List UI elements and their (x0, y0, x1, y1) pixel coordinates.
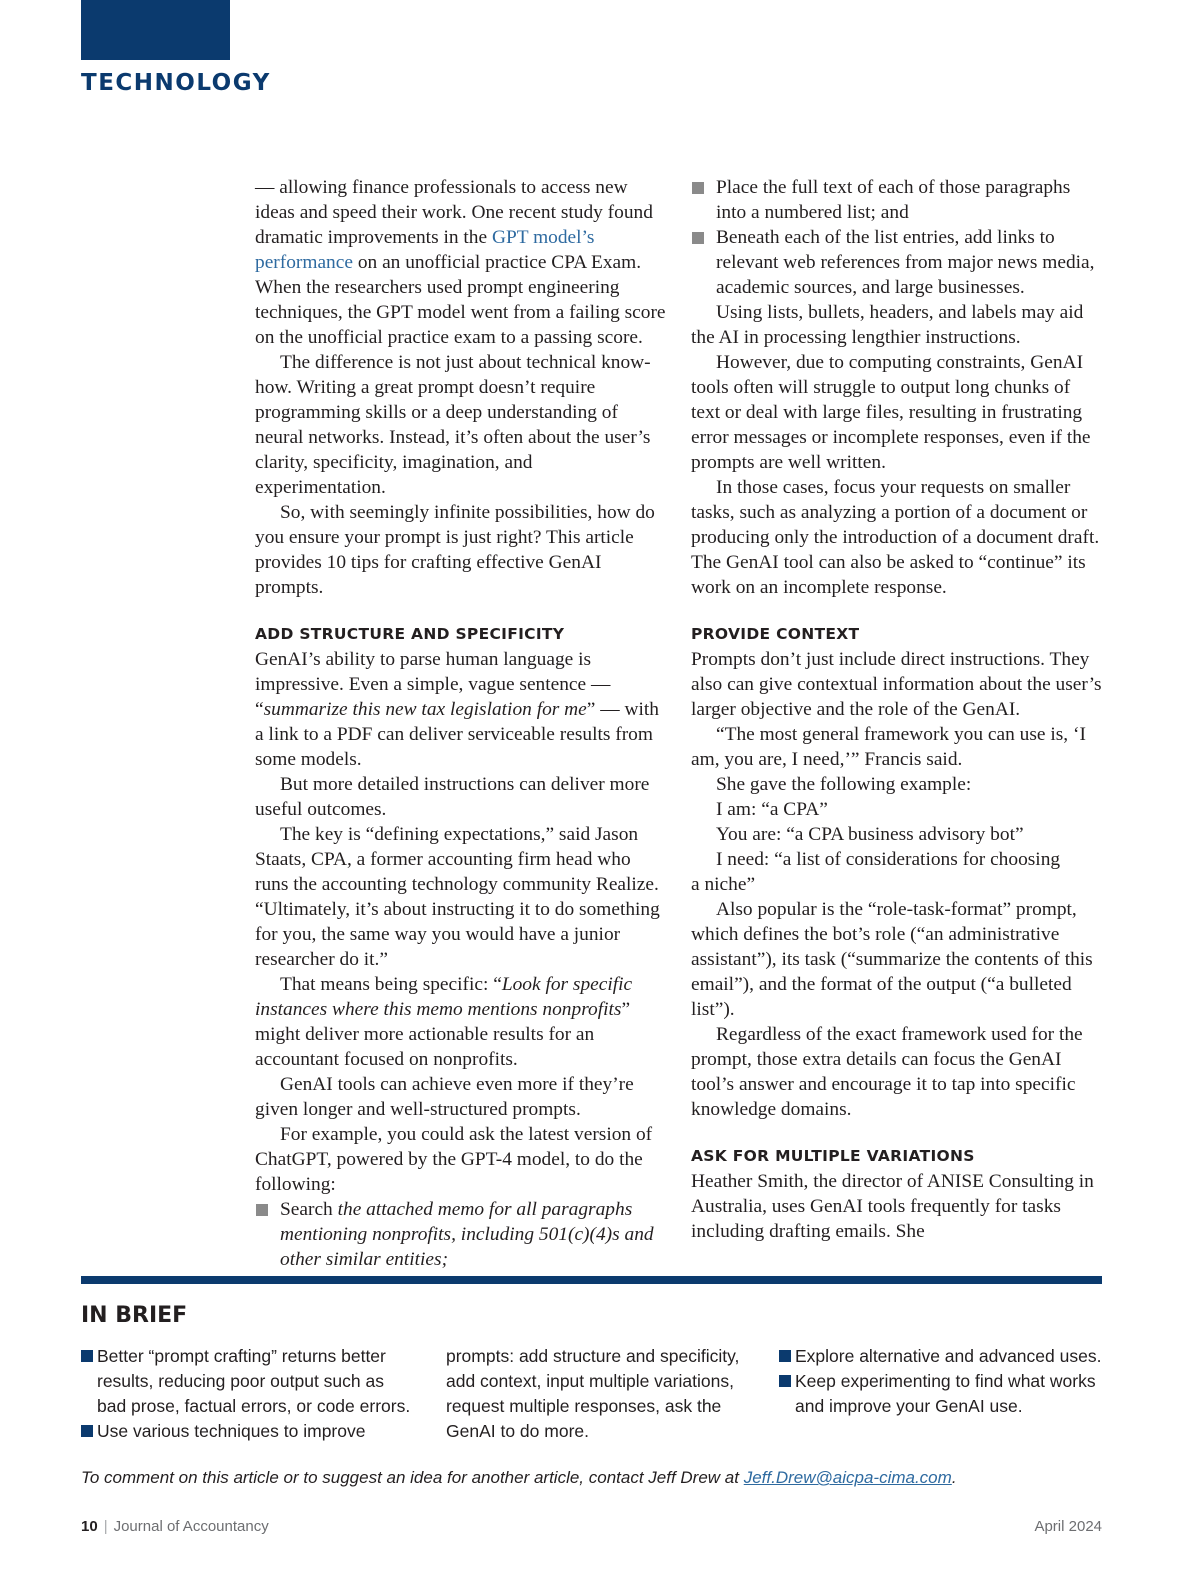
paragraph: But more detailed instructions can deliver more useful outcomes. (255, 774, 650, 820)
comment-note: To comment on this article or to suggest an idea for another article, contact Jeff Drew at Jeff.Drew@aicpa-cima.com. (81, 1468, 957, 1487)
paragraph: For example, you could ask the latest version of ChatGPT, powered by the GPT-4 model, to do the following: (255, 1124, 653, 1195)
publication-name: Journal of Accountancy (113, 1518, 269, 1535)
in-brief-divider (81, 1276, 1102, 1284)
subhead-provide-context: PROVIDE CONTEXT (691, 625, 860, 643)
article-column-left (255, 175, 668, 1272)
bullet-square-icon (81, 1425, 93, 1437)
bullet-square-icon (779, 1350, 791, 1362)
section-label: TECHNOLOGY (81, 70, 271, 96)
list-item: Beneath each of the list entries, add links to relevant web references from major news media, academic sources, and large businesses. (691, 225, 1104, 300)
paragraph: However, due to computing constraints, GenAI tools often will struggle to output long chunks of text or deal with large files, resulting in frustrating error messages or incomplete responses, even if the prompts are well written. (691, 352, 1091, 473)
article-column-right (691, 175, 1104, 1244)
page-number: 10 (81, 1518, 98, 1535)
brief-item: Keep experimenting to find what works and improve your GenAI use. (779, 1369, 1109, 1419)
bullet-square-icon (81, 1350, 93, 1362)
paragraph: In those cases, focus your requests on smaller tasks, such as analyzing a portion of a document or producing only the introduction of a document draft. The GenAI tool can also be asked to “continue” its work on an incomplete response. (691, 477, 1100, 598)
brief-item: Better “prompt crafting” returns better results, reducing poor output such as bad prose, factual errors, or code errors. (81, 1344, 416, 1419)
paragraph: She gave the following example: (716, 774, 972, 795)
paragraph: Also popular is the “role-task-format” prompt, which defines the bot’s role (“an administrative assistant”), its task (“summarize the contents of this email”), and the format of the output (“a bulleted list”). (691, 899, 1093, 1020)
paragraph: Prompts don’t just include direct instructions. They also can give contextual information about the user’s larger objective and the role of the GenAI. (691, 649, 1102, 720)
gpt-performance-link[interactable]: GPT model’s performance (255, 227, 595, 273)
footer-left (81, 1518, 269, 1535)
paragraph: — allowing finance professionals to access new ideas and speed their work. One recent study found dramatic improvements in the GPT model’s performance on an unofficial practice CPA Exam. When the researchers used prompt engineering techniques, the GPT model went from a failing score on the unofficial practice exam to a passing score. (255, 177, 666, 348)
paragraph: “The most general framework you can use is, ‘I am, you are, I need,’” Francis said. (691, 724, 1086, 770)
contact-email-link[interactable]: Jeff.Drew@aicpa-cima.com (743, 1468, 952, 1487)
paragraph: So, with seemingly infinite possibilities, how do you ensure your prompt is just right? This article provides 10 tips for crafting effective GenAI prompts. (255, 502, 655, 598)
example-line: a niche” (691, 874, 756, 895)
in-brief-title: IN BRIEF (81, 1303, 188, 1328)
issue-date: April 2024 (1034, 1518, 1102, 1535)
brief-item: Explore alternative and advanced uses. (779, 1344, 1109, 1369)
paragraph: The key is “defining expectations,” said Jason Staats, CPA, a former accounting firm head who runs the accounting technology community Realize. “Ultimately, it’s about instructing it to do something for you, the same way you would have a junior researcher do it.” (255, 824, 660, 970)
list-item: Place the full text of each of those paragraphs into a numbered list; and (691, 175, 1104, 225)
in-brief-column-3 (779, 1344, 1109, 1419)
header-color-block (81, 0, 230, 60)
example-line: You are: “a CPA business advisory bot” (716, 824, 1024, 845)
bullet-square-icon (692, 232, 704, 244)
paragraph: GenAI tools can achieve even more if they’re given longer and well-structured prompts. (255, 1074, 634, 1120)
in-brief-column-1 (81, 1344, 416, 1444)
brief-item-continued: prompts: add structure and specificity, add context, input multiple variations, request multiple responses, ask the GenAI to do more. (446, 1346, 740, 1441)
paragraph: GenAI’s ability to parse human language is impressive. Even a simple, vague sentence — “summarize this new tax legislation for me” — with a link to a PDF can deliver serviceable results from some models. (255, 649, 659, 770)
in-brief-column-2 (446, 1344, 756, 1444)
paragraph: That means being specific: “Look for specific instances where this memo mentions nonprofits” might deliver more actionable results for an accountant focused on nonprofits. (255, 974, 633, 1070)
instruction-list-continued (691, 175, 1104, 300)
example-line: I need: “a list of considerations for choosing (716, 849, 1061, 870)
list-item: Search the attached memo for all paragraphs mentioning nonprofits, including 501(c)(4)s and other similar entities; (255, 1197, 668, 1272)
brief-item: Use various techniques to improve (81, 1419, 416, 1444)
bullet-square-icon (692, 182, 704, 194)
bullet-square-icon (256, 1204, 268, 1216)
subhead-multiple-variations: ASK FOR MULTIPLE VARIATIONS (691, 1147, 975, 1165)
footer-separator: | (103, 1518, 108, 1535)
paragraph: Heather Smith, the director of ANISE Consulting in Australia, uses GenAI tools frequently for tasks including drafting emails. She (691, 1171, 1094, 1242)
example-line: I am: “a CPA” (716, 799, 828, 820)
paragraph: The difference is not just about technical know-how. Writing a great prompt doesn’t require programming skills or a deep understanding of neural networks. Instead, it’s often about the user’s clarity, specificity, imagination, and experimentation. (255, 352, 651, 498)
bullet-square-icon (779, 1375, 791, 1387)
paragraph: Regardless of the exact framework used for the prompt, those extra details can focus the GenAI tool’s answer and encourage it to tap into specific knowledge domains. (691, 1024, 1083, 1120)
subhead-structure-specificity: ADD STRUCTURE AND SPECIFICITY (255, 625, 565, 643)
paragraph: Using lists, bullets, headers, and labels may aid the AI in processing lengthier instructions. (691, 302, 1084, 348)
instruction-list (255, 1197, 668, 1272)
